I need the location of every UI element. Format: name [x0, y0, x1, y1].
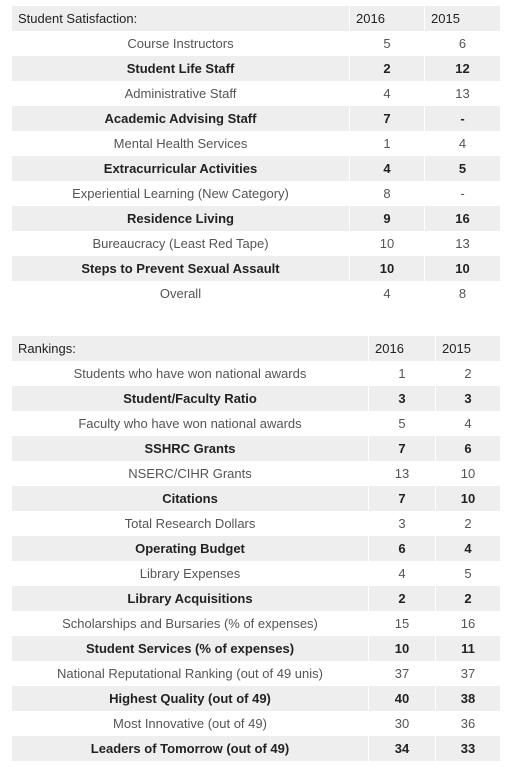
table-row [12, 131, 500, 156]
table-row [12, 361, 500, 386]
value-2016: 5 [368, 411, 435, 436]
row-label: Total Research Dollars [12, 511, 368, 536]
table-row [12, 281, 500, 306]
table-row [12, 536, 500, 561]
row-label: Extracurricular Activities [12, 156, 349, 181]
value-2015: 4 [424, 131, 500, 156]
table-row [12, 711, 500, 736]
row-label: Bureaucracy (Least Red Tape) [12, 231, 349, 256]
value-2015: 36 [435, 711, 500, 736]
row-label: Mental Health Services [12, 131, 349, 156]
value-2015: 37 [435, 661, 500, 686]
value-2016: 4 [349, 81, 424, 106]
value-2016: 37 [368, 661, 435, 686]
row-label: Scholarships and Bursaries (% of expenses) [12, 611, 368, 636]
value-2015: - [424, 106, 500, 131]
value-2015: 4 [435, 411, 500, 436]
value-2015: 6 [424, 31, 500, 56]
value-2015: 2 [435, 361, 500, 386]
table-row [12, 81, 500, 106]
table-row [12, 586, 500, 611]
table-row [12, 511, 500, 536]
value-2016: 13 [368, 461, 435, 486]
table-row [12, 56, 500, 81]
value-2016: 6 [368, 536, 435, 561]
row-label: Steps to Prevent Sexual Assault [12, 256, 349, 281]
table-row [12, 386, 500, 411]
header-label: Student Satisfaction: [12, 6, 349, 31]
row-label: Student/Faculty Ratio [12, 386, 368, 411]
row-label: Residence Living [12, 206, 349, 231]
value-2016: 7 [349, 106, 424, 131]
header-year-2016: 2016 [349, 6, 424, 31]
header-year-2016: 2016 [368, 336, 435, 361]
value-2016: 1 [368, 361, 435, 386]
value-2016: 10 [368, 636, 435, 661]
value-2016: 4 [368, 561, 435, 586]
header-year-2015: 2015 [424, 6, 500, 31]
value-2016: 34 [368, 736, 435, 761]
row-label: NSERC/CIHR Grants [12, 461, 368, 486]
value-2016: 10 [349, 256, 424, 281]
value-2015: 33 [435, 736, 500, 761]
row-label: Library Expenses [12, 561, 368, 586]
table-row [12, 181, 500, 206]
value-2015: 5 [435, 561, 500, 586]
row-label: Most Innovative (out of 49) [12, 711, 368, 736]
value-2016: 1 [349, 131, 424, 156]
row-label: Administrative Staff [12, 81, 349, 106]
student-satisfaction-table [12, 6, 500, 306]
value-2016: 8 [349, 181, 424, 206]
value-2015: 13 [424, 231, 500, 256]
value-2016: 40 [368, 686, 435, 711]
value-2015: 38 [435, 686, 500, 711]
table-row [12, 106, 500, 131]
value-2015: - [424, 181, 500, 206]
table-row [12, 661, 500, 686]
row-label: National Reputational Ranking (out of 49 unis) [12, 661, 368, 686]
row-label: Student Services (% of expenses) [12, 636, 368, 661]
row-label: Faculty who have won national awards [12, 411, 368, 436]
table-row [12, 206, 500, 231]
row-label: Students who have won national awards [12, 361, 368, 386]
table-row [12, 436, 500, 461]
row-label: Leaders of Tomorrow (out of 49) [12, 736, 368, 761]
row-label: Highest Quality (out of 49) [12, 686, 368, 711]
table-row [12, 686, 500, 711]
value-2016: 2 [368, 586, 435, 611]
table-row [12, 736, 500, 761]
row-label: Overall [12, 281, 349, 306]
table-row [12, 256, 500, 281]
header-label: Rankings: [12, 336, 368, 361]
table-row [12, 611, 500, 636]
value-2015: 2 [435, 586, 500, 611]
table-row [12, 486, 500, 511]
row-label: Citations [12, 486, 368, 511]
table-row [12, 231, 500, 256]
value-2016: 10 [349, 231, 424, 256]
row-label: Course Instructors [12, 31, 349, 56]
value-2015: 6 [435, 436, 500, 461]
value-2016: 9 [349, 206, 424, 231]
value-2015: 5 [424, 156, 500, 181]
value-2015: 11 [435, 636, 500, 661]
row-label: Experiential Learning (New Category) [12, 181, 349, 206]
value-2016: 2 [349, 56, 424, 81]
value-2015: 16 [424, 206, 500, 231]
table-row [12, 31, 500, 56]
value-2015: 12 [424, 56, 500, 81]
row-label: Operating Budget [12, 536, 368, 561]
row-label: Library Acquisitions [12, 586, 368, 611]
value-2015: 4 [435, 536, 500, 561]
row-label: SSHRC Grants [12, 436, 368, 461]
value-2015: 10 [435, 461, 500, 486]
value-2016: 7 [368, 436, 435, 461]
value-2016: 30 [368, 711, 435, 736]
value-2015: 13 [424, 81, 500, 106]
value-2016: 7 [368, 486, 435, 511]
table-row [12, 636, 500, 661]
value-2015: 10 [424, 256, 500, 281]
table-row [12, 156, 500, 181]
value-2016: 15 [368, 611, 435, 636]
table-header-row [12, 6, 500, 31]
value-2016: 5 [349, 31, 424, 56]
value-2016: 3 [368, 386, 435, 411]
value-2016: 4 [349, 156, 424, 181]
table-row [12, 411, 500, 436]
table-header-row [12, 336, 500, 361]
header-year-2015: 2015 [435, 336, 500, 361]
value-2015: 16 [435, 611, 500, 636]
value-2016: 3 [368, 511, 435, 536]
rankings-table [12, 336, 500, 761]
value-2015: 10 [435, 486, 500, 511]
value-2015: 8 [424, 281, 500, 306]
table-row [12, 461, 500, 486]
value-2015: 3 [435, 386, 500, 411]
value-2015: 2 [435, 511, 500, 536]
row-label: Academic Advising Staff [12, 106, 349, 131]
table-row [12, 561, 500, 586]
row-label: Student Life Staff [12, 56, 349, 81]
value-2016: 4 [349, 281, 424, 306]
